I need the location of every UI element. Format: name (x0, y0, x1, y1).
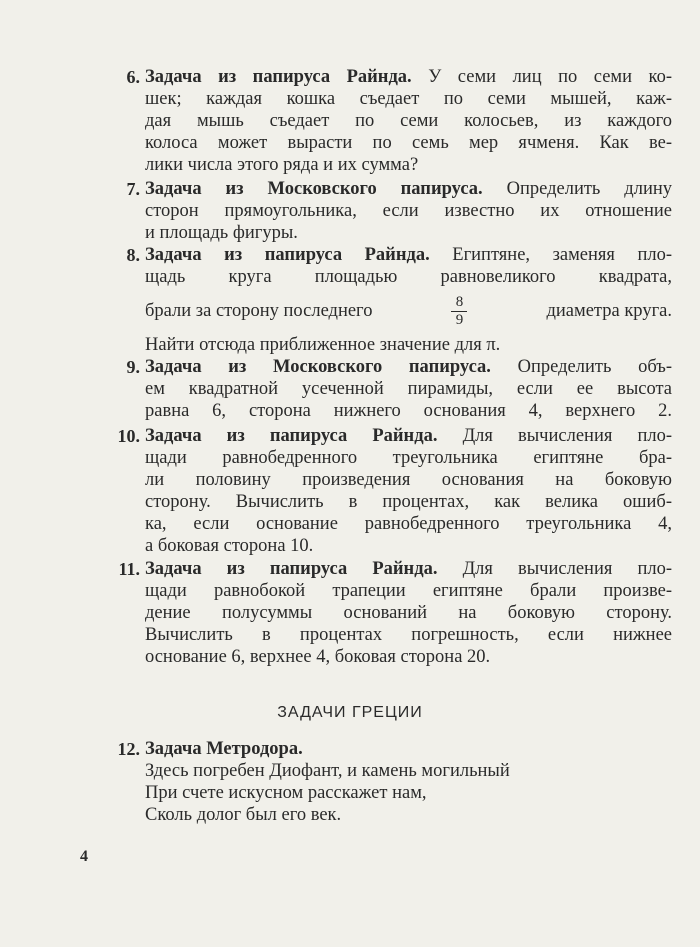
section-heading: ЗАДАЧИ ГРЕЦИИ (277, 704, 423, 721)
problem-number: 11. (118, 559, 140, 579)
problem-title: Задача из папируса Райнда. (145, 559, 438, 579)
page-number: 4 (80, 848, 88, 865)
problem-line: Задача из Московского папируса. Определить объ- (145, 357, 672, 377)
problem-title: Задача из Московского папируса. (145, 179, 483, 199)
problem-title: Задача из папируса Райнда. (145, 67, 412, 87)
problem-number: 9. (126, 357, 140, 377)
poem-line: Сколь долог был его век. (145, 805, 342, 825)
problem-line: Задача из папируса Райнда. Для вычисления пло- (145, 426, 672, 446)
poem-line: Здесь погребен Диофант, и камень могильный (145, 761, 510, 781)
problem-line: и площадь фигуры. (145, 223, 298, 243)
problem-line: колоса может вырасти по семь мер ячменя. Как ве- (145, 133, 672, 153)
problem-line: шек; каждая кошка съедает по семи мышей, каж- (145, 89, 672, 109)
problem-line: основание 6, верхнее 4, боковая сторона 20. (145, 647, 491, 667)
problem-line: щадь круга площадью равновеликого квадрата, (145, 267, 672, 287)
problem-line: Найти отсюда приближенное значение для π. (145, 335, 501, 355)
problem-title: Задача из Московского папируса. (145, 357, 491, 377)
problem-line: лики числа этого ряда и их сумма? (145, 155, 419, 175)
problem-line: ем квадратной усеченной пирамиды, если ее высота (145, 379, 672, 399)
problem-line: Задача из Московского папируса. Определить длину (145, 179, 672, 199)
problem-title: Задача из папируса Райнда. (145, 426, 438, 446)
poem-line: При счете искусном расскажет нам, (145, 783, 427, 803)
problem-line: Задача из папируса Райнда. Египтяне, заменяя пло- (145, 245, 672, 265)
problem-number: 8. (126, 245, 140, 265)
problem-line: сторон прямоугольника, если известно их отношение (145, 201, 672, 221)
problem-line: ка, если основание равнобедренного треугольника 4, (145, 514, 672, 534)
problem-line: равна 6, сторона нижнего основания 4, верхнего 2. (145, 401, 672, 421)
problem-line: Вычислить в процентах погрешность, если нижнее (145, 625, 672, 645)
problem-number: 6. (126, 67, 140, 87)
problem-line: щади равнобедренного треугольника египтяне бра- (145, 448, 672, 468)
problem-line: сторону. Вычислить в процентах, как велика ошиб- (145, 492, 672, 512)
problem-line: ли половину произведения основания на боковую (145, 470, 672, 490)
problem-line-with-fraction: брали за сторону последнего $\frac{8}{9}$ диаметра круга. (145, 293, 672, 328)
problem-line: а боковая сторона 10. (145, 536, 314, 556)
problem-title: Задача из папируса Райнда. (145, 245, 430, 265)
problem-line: Задача из папируса Райнда. У семи лиц по семи ко- (145, 67, 672, 87)
problem-number: 7. (126, 179, 140, 199)
problem-number: 12. (117, 739, 140, 759)
problem-line: щади равнобокой трапеции египтяне брали произве- (145, 581, 672, 601)
problem-line: дая мышь съедает по семи колосьев, из каждого (145, 111, 672, 131)
problem-line: Задача из папируса Райнда. Для вычисления пло- (145, 559, 672, 579)
problem-title: Задача Метродора. (145, 739, 303, 759)
problem-line: дение полусуммы оснований на боковую сторону. (145, 603, 672, 623)
problem-number: 10. (117, 426, 140, 446)
fraction: $\frac{8}{9}$ (451, 294, 467, 329)
